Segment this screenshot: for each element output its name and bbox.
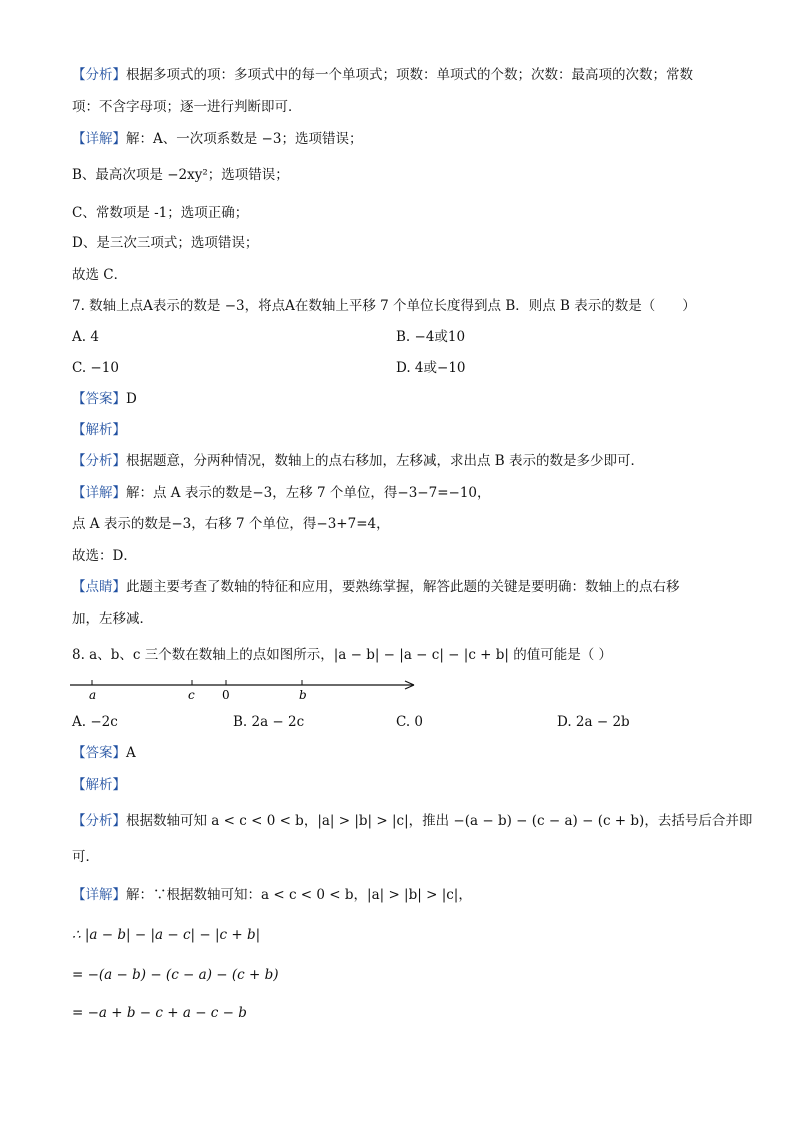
q8-explain-line <box>72 776 126 794</box>
q7-option-b: B. −4或10 <box>396 329 466 345</box>
q7-analysis-text: 根据题意，分两种情况，数轴上的点右移加，左移减，求出点 B 表示的数是多少即可． <box>126 453 645 469</box>
detail-tag: 【详解】 <box>72 131 126 147</box>
number-line-figure <box>64 676 424 706</box>
comment-tag: 【点睛】 <box>72 579 126 595</box>
q7-answer-line <box>72 390 137 408</box>
q8-analysis-line-1 <box>72 812 752 830</box>
q7-choose: 故选：D． <box>72 548 137 564</box>
label-0: 0 <box>222 688 230 702</box>
q6-choose: 故选 C． <box>72 267 128 283</box>
q8-answer-line <box>72 744 136 762</box>
q8-option-a: A. −2c <box>72 714 118 730</box>
q7-comment-line-2: 加，左移减． <box>72 611 153 627</box>
detail-tag: 【详解】 <box>72 485 126 501</box>
analysis-tag: 【分析】 <box>72 813 126 829</box>
q6-analysis-text-1: 根据多项式的项：多项式中的每一个单项式；项数：单项式的个数；次数：最高项的次数；常数 <box>126 67 693 83</box>
q8-option-d: D. 2a − 2b <box>557 714 630 730</box>
analysis-tag: 【分析】 <box>72 453 126 469</box>
explain-tag: 【解析】 <box>72 777 126 793</box>
q6-analysis-line-1 <box>72 66 693 84</box>
q7-option-a: A. 4 <box>72 329 99 345</box>
q7-detail-text-1: 解：点 A 表示的数是−3，左移 7 个单位，得−3−7=−10， <box>126 485 491 501</box>
label-c: c <box>188 688 195 702</box>
label-b: b <box>299 688 307 702</box>
q8-step-2: = −(a − b) − (c − a) − (c + b) <box>72 967 279 983</box>
explain-tag: 【解析】 <box>72 422 126 438</box>
q7-comment-text-1: 此题主要考查了数轴的特征和应用，要熟练掌握，解答此题的关键是要明确：数轴上的点右移 <box>126 579 680 595</box>
q8-step-1: ∴ |a − b| − |a − c| − |c + b| <box>72 927 261 943</box>
q7-option-c: C. −10 <box>72 360 119 376</box>
q7-answer-value: D <box>126 391 137 407</box>
q8-option-b: B. 2a − 2c <box>233 714 305 730</box>
q6-detail-text: 解：A、一次项系数是 −3；选项错误； <box>126 131 363 147</box>
q7-explain-line <box>72 421 126 439</box>
q7-detail-line-2: 点 A 表示的数是−3，右移 7 个单位，得−3+7=4， <box>72 516 390 532</box>
q7-detail-line-1 <box>72 484 491 502</box>
q7-analysis-line <box>72 452 644 470</box>
detail-tag: 【详解】 <box>72 887 126 903</box>
q8-analysis-line-2: 可． <box>72 849 99 865</box>
label-a: a <box>89 688 97 702</box>
analysis-tag: 【分析】 <box>72 67 126 83</box>
q6-option-c-judgement: C、常数项是 -1；选项正确； <box>72 205 249 221</box>
q8-step-3: = −a + b − c + a − c − b <box>72 1005 247 1021</box>
q8-detail-line <box>72 886 472 904</box>
q8-answer-value: A <box>126 745 136 761</box>
q8-detail-text: 解：∵根据数轴可知：a < c < 0 < b，|a| > |b| > |c|， <box>126 887 472 903</box>
q6-option-b-judgement: B、最高次项是 −2xy²；选项错误； <box>72 167 289 183</box>
q8-stem: 8. a、b、c 三个数在数轴上的点如图所示，|a − b| − |a − c| − |c + b| 的值可能是（ ） <box>72 647 613 663</box>
answer-tag: 【答案】 <box>72 745 126 761</box>
q8-analysis-text-1: 根据数轴可知 a < c < 0 < b，|a| > |b| > |c|，推出 −(a − b) − (c − a) − (c + b)，去括号后合并即 <box>126 813 753 829</box>
q6-option-d-judgement: D、是三次三项式；选项错误； <box>72 235 259 251</box>
q7-comment-line-1 <box>72 578 680 596</box>
q6-analysis-line-2: 项：不含字母项；逐一进行判断即可． <box>72 99 302 115</box>
q7-stem: 7. 数轴上点A表示的数是 −3，将点A在数轴上平移 7 个单位长度得到点 B．则点 B 表示的数是（ ） <box>72 298 696 314</box>
q7-option-d: D. 4或−10 <box>396 360 466 376</box>
q8-option-c: C. 0 <box>396 714 424 730</box>
q6-detail-line <box>72 130 362 148</box>
answer-tag: 【答案】 <box>72 391 126 407</box>
